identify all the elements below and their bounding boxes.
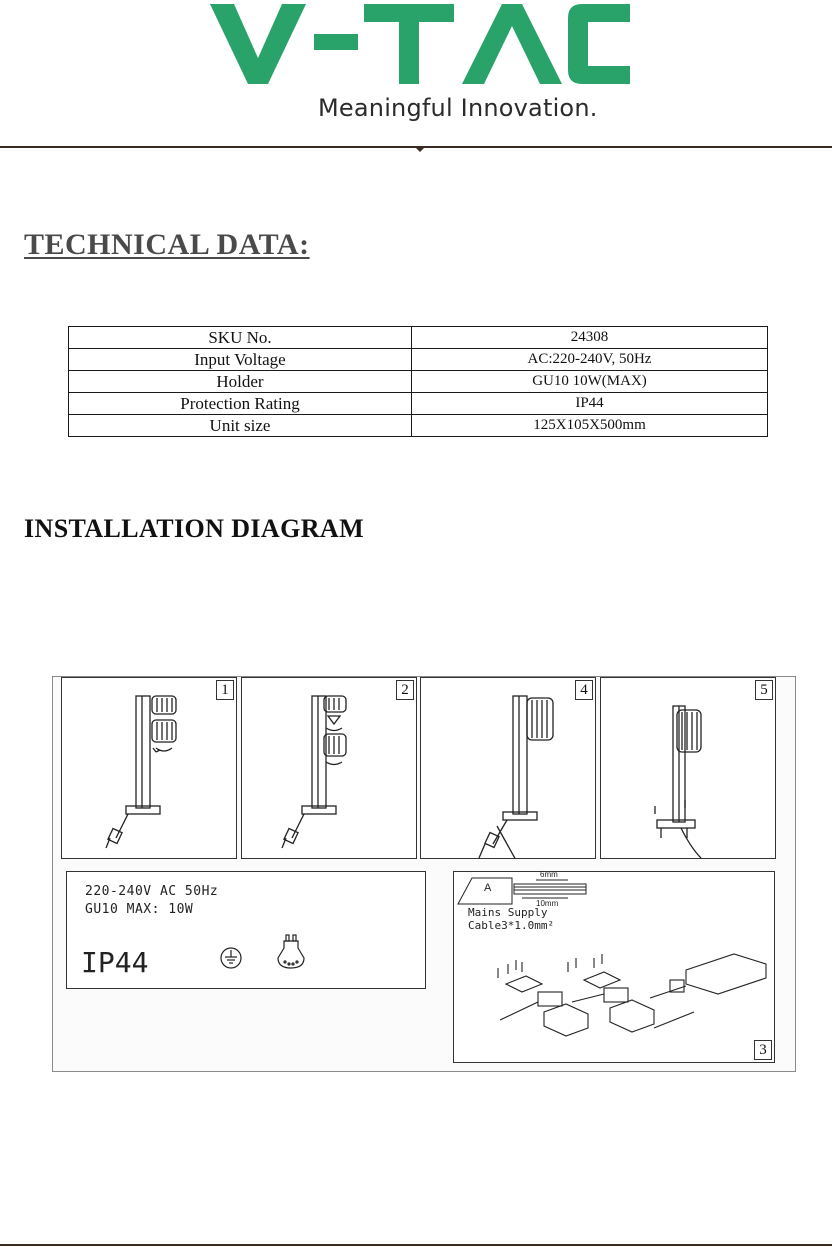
step-panel-4: [420, 677, 596, 859]
ip-rating: IP44: [81, 946, 149, 979]
strip-length-10mm: 10mm: [536, 899, 559, 908]
cable-strip-illustration: [456, 874, 596, 908]
row-value: AC:220-240V, 50Hz: [412, 349, 768, 371]
step-panel-5: [600, 677, 776, 859]
bollard-mounting-illustration: [601, 678, 775, 858]
table-row: [69, 415, 768, 437]
table-row: [69, 393, 768, 415]
step-number: 1: [216, 680, 234, 700]
electrical-spec-box: [66, 871, 426, 989]
cable-a-label: A: [484, 882, 492, 894]
step-number: 2: [396, 680, 414, 700]
header-divider-notch: [414, 146, 426, 152]
step-number: 5: [755, 680, 773, 700]
row-label: Input Voltage: [69, 349, 412, 371]
mains-supply-line: Mains Supply: [468, 906, 548, 919]
spec-voltage: 220-240V AC 50Hz: [85, 884, 219, 899]
vtac-logo: [210, 4, 630, 84]
step-number: 3: [754, 1040, 772, 1060]
row-value: GU10 10W(MAX): [412, 371, 768, 393]
table-row: [69, 349, 768, 371]
installation-diagram-heading: INSTALLATION DIAGRAM: [24, 514, 365, 543]
row-label: Unit size: [69, 415, 412, 437]
earth-ground-icon: [219, 946, 243, 970]
mains-cable-spec: Cable3*1.0mm²: [468, 919, 555, 932]
gu10-bulb-icon: [277, 934, 305, 970]
bollard-assembly-illustration: [62, 678, 236, 858]
row-value: 24308: [412, 327, 768, 349]
spec-holder: GU10 MAX: 10W: [85, 902, 194, 917]
strip-length-6mm: 6mm: [540, 870, 558, 879]
installation-diagram: [52, 676, 796, 1072]
step-number: 4: [575, 680, 593, 700]
table-row: [69, 371, 768, 393]
mains-supply-label: [468, 906, 554, 932]
step-panel-2: [241, 677, 417, 859]
row-label: Holder: [69, 371, 412, 393]
footer-divider: [0, 1244, 832, 1246]
technical-data-heading: TECHNICAL DATA:: [24, 228, 310, 261]
row-value: 125X105X500mm: [412, 415, 768, 437]
technical-data-table: [68, 326, 768, 437]
step-panel-3: [453, 871, 775, 1063]
brand-tagline: Meaningful Innovation.: [318, 94, 598, 122]
row-value: IP44: [412, 393, 768, 415]
table-row: [69, 327, 768, 349]
row-label: Protection Rating: [69, 393, 412, 415]
wiring-connection-illustration: [454, 932, 774, 1062]
bulb-insertion-illustration: [242, 678, 416, 858]
bollard-assembled-illustration: [421, 678, 595, 858]
step-panel-1: [61, 677, 237, 859]
row-label: SKU No.: [69, 327, 412, 349]
